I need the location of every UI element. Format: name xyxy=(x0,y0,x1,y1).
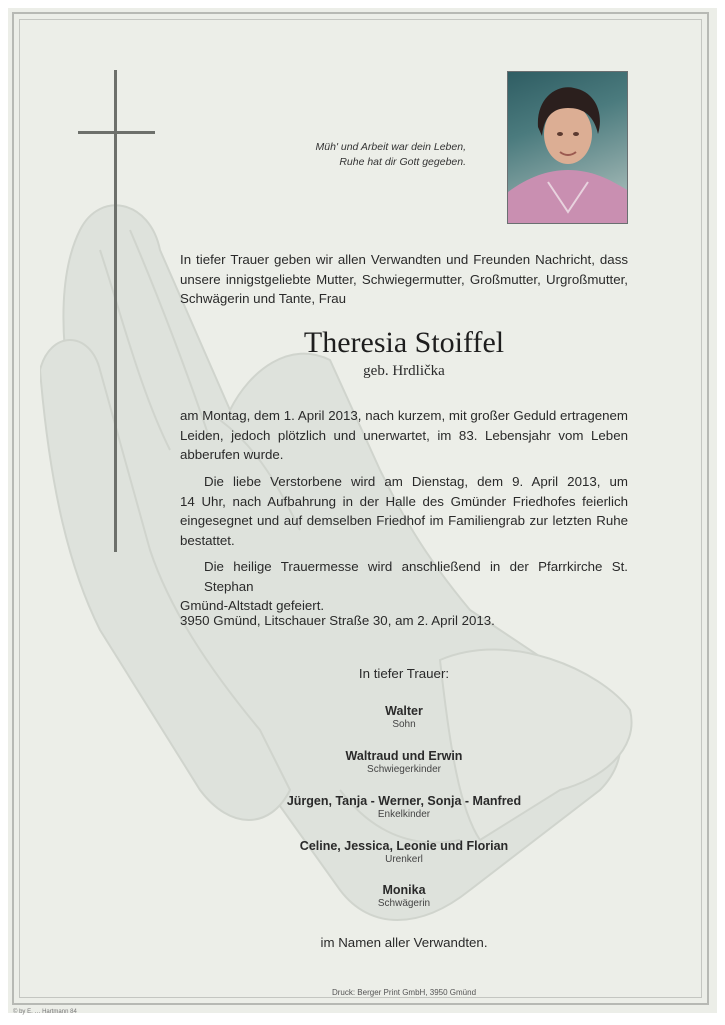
quote-line-2: Ruhe hat dir Gott gegeben. xyxy=(339,156,466,168)
memorial-quote xyxy=(250,140,466,170)
mourner-group xyxy=(180,794,628,821)
mourner-names: Walter xyxy=(385,704,423,718)
cross-horizontal-bar xyxy=(78,131,155,134)
death-line-3: abberufen wurde. xyxy=(180,447,284,462)
intro-line-3: Schwägerin und Tante, Frau xyxy=(180,291,347,306)
funeral-line-2: 14 Uhr, nach Aufbahrung in der Halle des Gmünder Friedhofes feierlich xyxy=(180,493,628,509)
funeral-paragraph xyxy=(180,472,628,550)
mourner-group xyxy=(180,749,628,776)
mourner-names: Celine, Jessica, Leonie und Florian xyxy=(299,839,509,853)
closing-line: im Namen aller Verwandten. xyxy=(320,935,488,950)
mourner-group xyxy=(180,704,628,731)
mourner-names: Jürgen, Tanja - Werner, Sonja - Manfred xyxy=(286,794,522,808)
intro-line-2: unsere innigstgeliebte Mutter, Schwiegermutter, Großmutter, Urgroßmutter, xyxy=(180,271,628,287)
intro-line-1: In tiefer Trauer geben wir allen Verwandten und Freunden Nachricht, dass xyxy=(180,252,628,267)
copyright-note: © by E. … Hartmann 84 xyxy=(13,1009,77,1015)
cross-vertical-bar xyxy=(114,70,117,552)
mourner-role: Urenkerl xyxy=(385,854,423,865)
place-date-line: 3950 Gmünd, Litschauer Straße 30, am 2. April 2013. xyxy=(180,613,495,628)
mourners-heading: In tiefer Trauer: xyxy=(358,666,450,681)
funeral-line-4: bestattet. xyxy=(180,532,235,548)
mass-line-1: Die heilige Trauermesse wird anschließend in der Pfarrkirche St. Stephan xyxy=(204,559,628,594)
mourner-role: Enkelkinder xyxy=(377,809,431,820)
mass-line-2: Gmünd-Altstadt gefeiert. xyxy=(180,598,325,613)
portrait-photo xyxy=(507,71,628,224)
mass-paragraph xyxy=(180,557,628,616)
portrait-figure xyxy=(508,72,627,223)
mourner-role: Schwiegerkinder xyxy=(367,764,441,775)
quote-line-1: Müh' und Arbeit war dein Leben, xyxy=(315,141,466,153)
funeral-line-3: eingesegnet und auf demselben Friedhof im Familiengrab zur letzten Ruhe xyxy=(180,513,628,528)
mourner-group xyxy=(180,839,628,866)
place-date xyxy=(180,611,628,631)
printer-credit: Druck: Berger Print GmbH, 3950 Gmünd xyxy=(331,988,477,997)
mourner-role: Sohn xyxy=(392,719,416,730)
mourner-names: Waltraud und Erwin xyxy=(345,749,463,763)
birth-name: geb. Hrdlička xyxy=(363,363,445,379)
death-line-2: Leiden, jedoch plötzlich und unerwartet, im 83. Lebensjahr vom Leben xyxy=(180,427,628,443)
deceased-name: Theresia Stoiffel xyxy=(303,326,505,359)
funeral-line-1: Die liebe Verstorbene wird am Dienstag, dem 9. April 2013, um xyxy=(204,474,628,489)
death-line-1: am Montag, dem 1. April 2013, nach kurzem, mit großer Geduld ertragenem xyxy=(180,408,628,423)
death-paragraph xyxy=(180,406,628,465)
mourner-group xyxy=(180,883,628,910)
mourner-names: Monika xyxy=(382,883,426,897)
mourner-role: Schwägerin xyxy=(377,898,431,909)
intro-paragraph xyxy=(180,250,628,309)
